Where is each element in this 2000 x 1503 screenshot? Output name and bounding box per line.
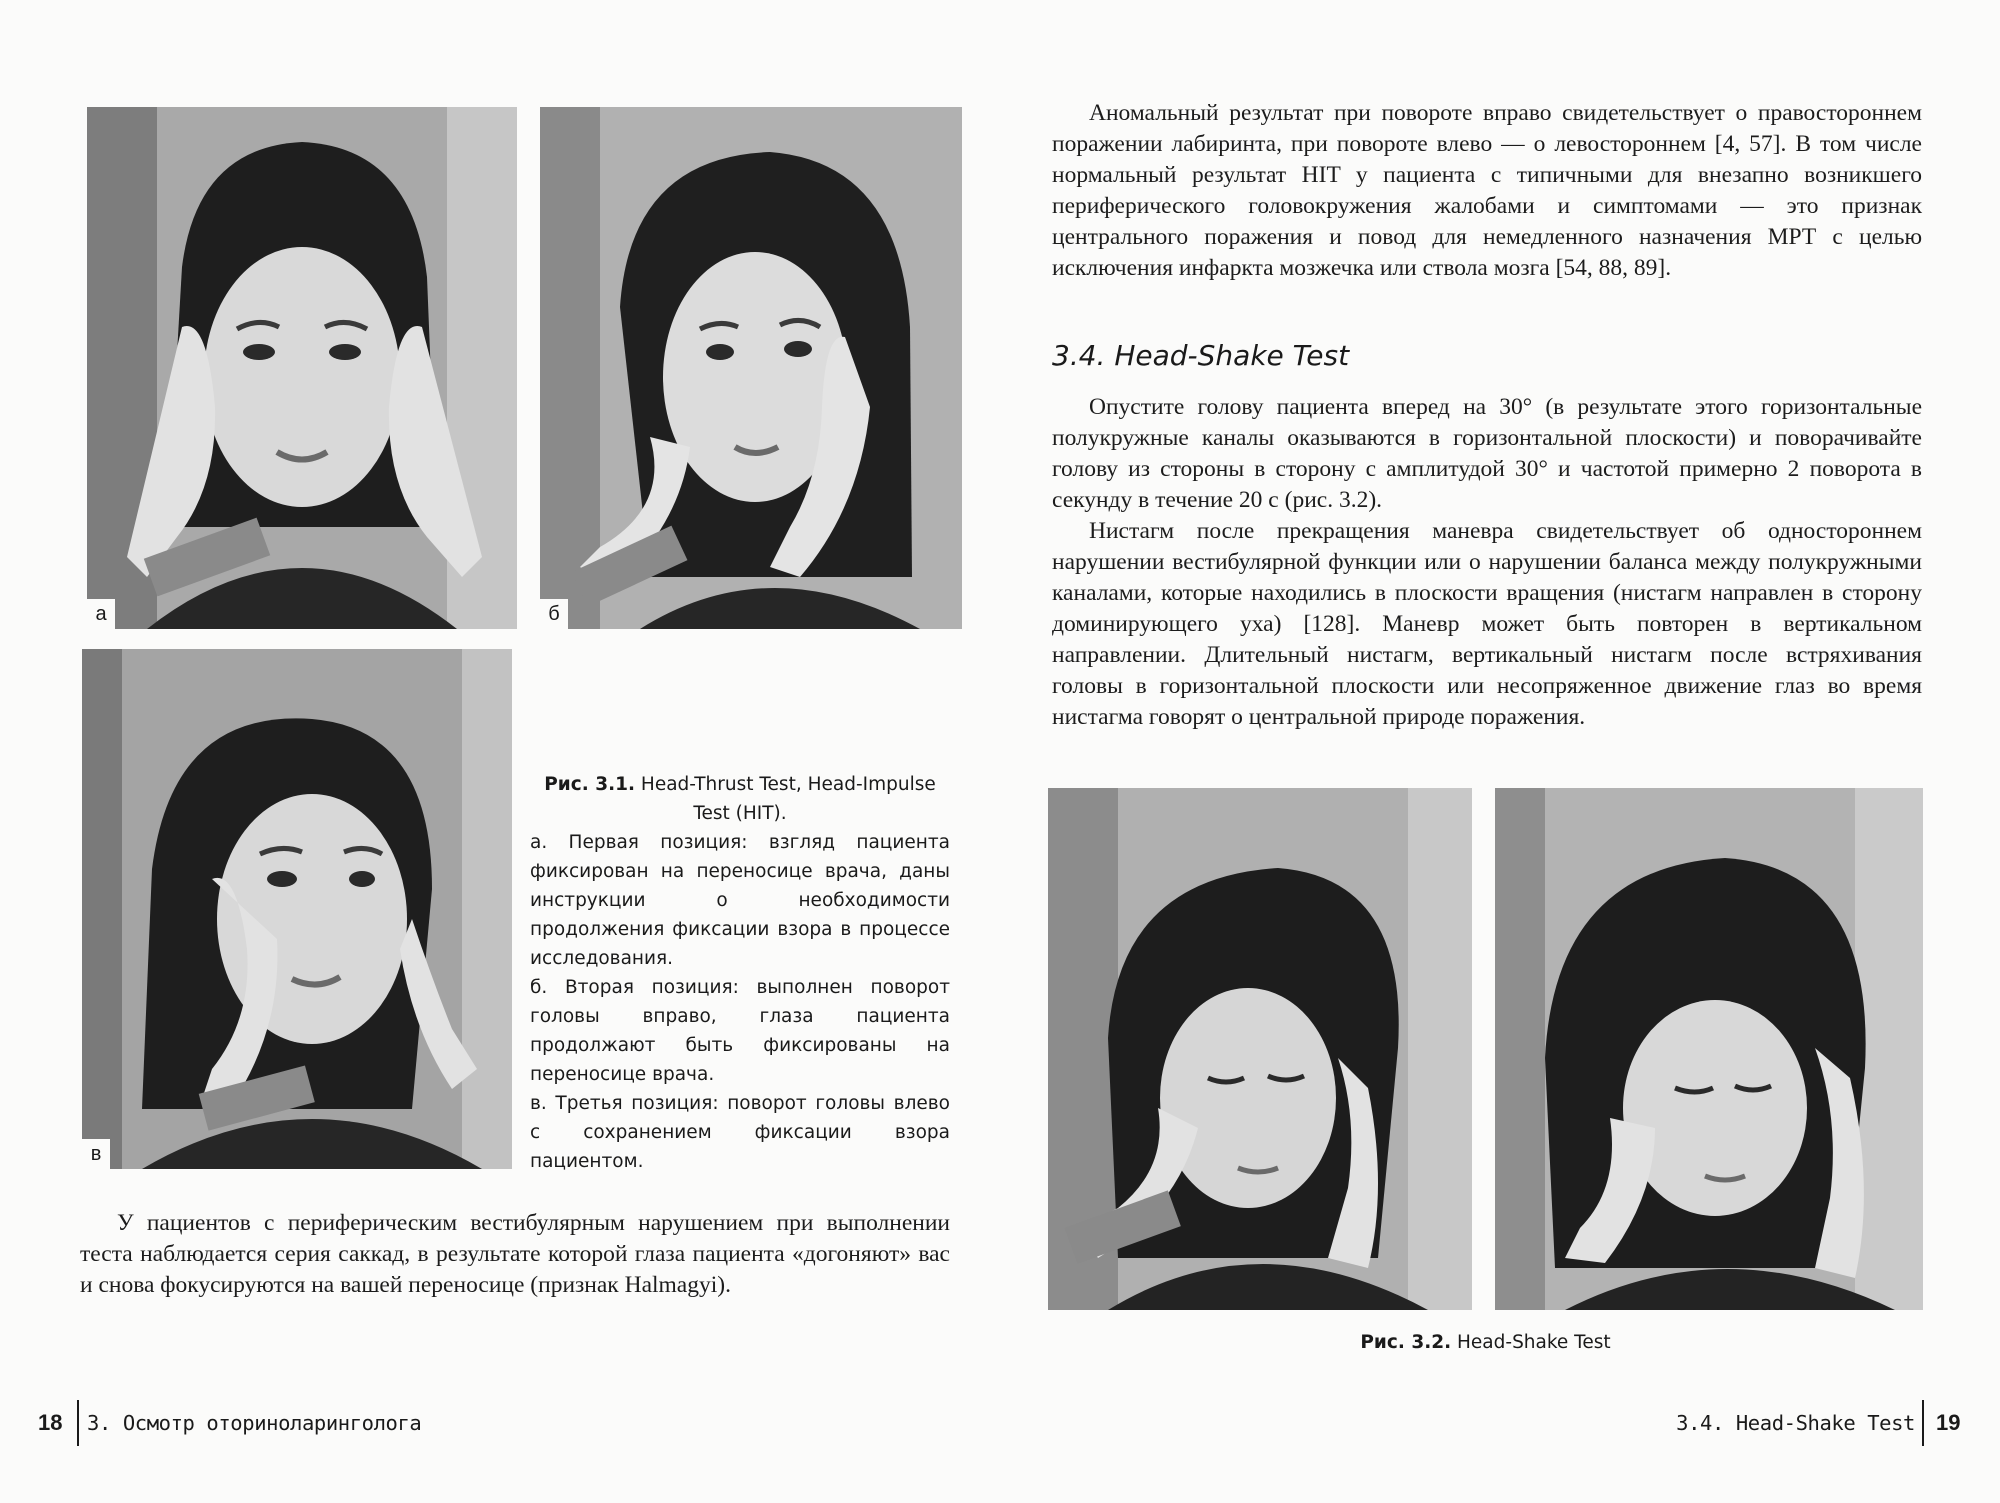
figure-3-1-item-b: б. Вторая позиция: выполнен поворот головы вправо, глаза пациента продолжают быть фиксированы на переносице врача. [530, 977, 950, 1085]
right-footer [1000, 1398, 2000, 1448]
photo-c-turned-left [82, 649, 512, 1169]
photo-b-turned-right [540, 107, 962, 629]
figure-3-1-title [530, 770, 950, 828]
right-paragraph-2: Опустите голову пациента вперед на 30° (в результате этого горизонтальные полукружные каналы оказываются в горизонтальной плоскости) и поворачивайте голову из стороны в сторону с амплитудой 30° и частотой примерно 2 поворота в секунду в течение 20 с (рис. 3.2). [1052, 394, 1922, 513]
right-footer-section: 3.4. Head-Shake Test [1676, 1411, 1915, 1435]
photo-head-shake-right [1495, 788, 1923, 1310]
photo-a-frontal [87, 107, 517, 629]
right-paragraph-1: Аномальный результат при повороте вправо свидетельствует о правостороннем поражении лабиринта, при повороте влево — о левостороннем [4, 57]. В том числе нормальный результат HIT у пациента с типичными для внезапно возникшего периферического головокружения жалобами и симптомами — это признак центрального поражения и повод для немедленного назначения МРТ с целью исключения инфаркта мозжечка или ствола мозга [54, 88, 89]. [1052, 100, 1922, 281]
right-footer-rule [1922, 1400, 1924, 1446]
photo-label-b: б [540, 599, 568, 629]
photo-head-shake-left [1048, 788, 1472, 1310]
left-footer-chapter: 3. Осмотр оториноларинголога [87, 1411, 422, 1435]
page-number-19: 19 [1936, 1410, 1961, 1435]
figure-3-1-caption [530, 770, 950, 1176]
figure-3-2-title: Head-Shake Test [1457, 1332, 1611, 1353]
right-paragraph-3: Нистагм после прекращения маневра свидетельствует об одностороннем нарушении вестибулярной функции или о нарушении баланса между полукружными каналами, которые находились в плоскости вращения (нистагм направлен в сторону доминирующего уха) [128]. Маневр может быть повторен в вертикальном направлении. Длительный нистагм, вертикальный нистагм после встряхивания головы в горизонтальной плоскости или несопряженное движение глаз во время нистагма говорят о центральной природе поражения. [1052, 518, 1922, 730]
figure-3-1-item-a: а. Первая позиция: взгляд пациента фиксирован на переносице врача, даны инструкции о необходимости продолжения фиксации взора в процессе исследования. [530, 832, 950, 969]
figure-3-1-title-line2: Test (HIT). [693, 803, 787, 824]
left-footer-rule [77, 1400, 79, 1446]
figure-3-2-number: Рис. 3.2. [1360, 1332, 1452, 1353]
photo-label-a: а [87, 599, 115, 629]
figure-3-2-caption [1048, 1328, 1923, 1357]
section-heading: 3.4. Head-Shake Test [1052, 339, 1350, 372]
left-footer [0, 1398, 1000, 1448]
page-number-18: 18 [38, 1410, 63, 1435]
left-body-paragraph: У пациентов с периферическим вестибулярным нарушением при выполнении теста наблюдается серия саккад, в результате которой глаза пациента «догоняют» вас и снова фокусируются на вашей переносице (признак Halmagyi). [80, 1210, 950, 1298]
figure-3-1-item-c: в. Третья позиция: поворот головы влево с сохранением фиксации взора пациентом. [530, 1093, 950, 1172]
figure-3-1-number: Рис. 3.1. [544, 774, 636, 795]
figure-3-1-title-line1: Head-Thrust Test, Head-Impulse [640, 774, 936, 795]
page-19 [1000, 0, 2000, 1503]
photo-label-c: в [82, 1139, 110, 1169]
